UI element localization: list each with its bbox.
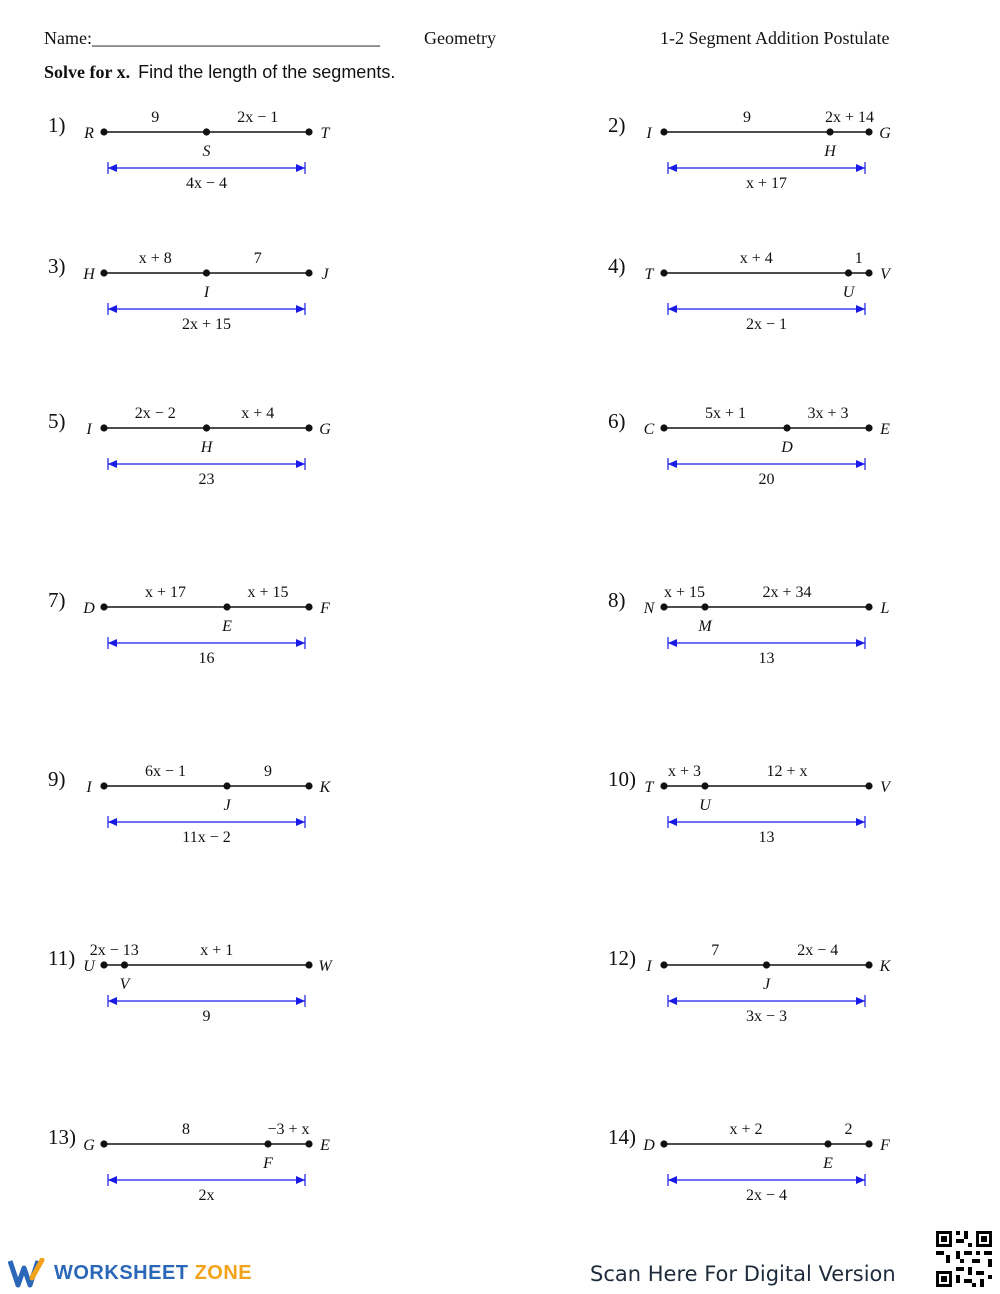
midpoint-label: E — [222, 618, 232, 635]
point-dot-2 — [824, 1140, 831, 1147]
segment-1-length: 8 — [182, 1121, 190, 1138]
problem-8 — [604, 583, 1000, 683]
problem-4 — [604, 249, 1000, 349]
instructions — [44, 62, 395, 83]
endpoint-label-start: T — [644, 779, 654, 796]
point-dot-2 — [701, 782, 708, 789]
segment-1-length: 5x + 1 — [704, 405, 747, 422]
segment-2-length: 2x + 34 — [762, 584, 812, 601]
arrow-right-icon — [856, 460, 865, 468]
segment-2-length: 2x − 1 — [237, 109, 279, 126]
midpoint-label: S — [202, 143, 211, 160]
endpoint-label-end: V — [880, 266, 890, 283]
topic-title: 1-2 Segment Addition Postulate — [660, 28, 890, 48]
arrow-right-icon — [296, 1176, 305, 1184]
endpoint-label-start: T — [644, 266, 654, 283]
point-dot-1 — [100, 961, 107, 968]
point-dot-1 — [100, 603, 107, 610]
midpoint-label: E — [823, 1155, 833, 1172]
segment-diagram — [604, 583, 1000, 683]
total-length: 9 — [202, 1008, 211, 1025]
arrow-right-icon — [856, 997, 865, 1005]
total-length: 20 — [758, 471, 775, 488]
point-dot-3 — [865, 128, 872, 135]
segment-2-length: 3x + 3 — [807, 405, 849, 422]
endpoint-label-start: I — [86, 779, 92, 796]
point-dot-2 — [701, 603, 708, 610]
endpoint-label-end: F — [320, 600, 330, 617]
problem-number: 14) — [608, 1125, 636, 1149]
point-dot-1 — [660, 782, 667, 789]
segment-1-length: x + 17 — [144, 584, 187, 601]
problem-number: 5) — [48, 409, 66, 433]
endpoint-label-end: F — [880, 1137, 890, 1154]
arrow-right-icon — [856, 305, 865, 313]
endpoint-label-end: K — [319, 779, 331, 796]
point-dot-3 — [305, 1140, 312, 1147]
segment-2-length: 2x − 4 — [797, 942, 839, 959]
point-dot-3 — [865, 1140, 872, 1147]
endpoint-label-start: N — [643, 600, 655, 617]
segment-1-length: 9 — [743, 109, 752, 126]
segment-diagram — [604, 404, 1000, 504]
point-dot-3 — [865, 424, 872, 431]
problem-number: 13) — [48, 1125, 76, 1149]
arrow-right-icon — [856, 818, 865, 826]
total-length: 13 — [758, 650, 775, 667]
segment-1-length: 2x − 2 — [134, 405, 176, 422]
problem-1 — [44, 108, 464, 208]
segment-diagram — [44, 1120, 464, 1220]
subject-label: Geometry — [424, 28, 496, 48]
brand-word-2: ZONE — [194, 1261, 253, 1284]
problem-12 — [604, 941, 1000, 1041]
point-dot-1 — [100, 1140, 107, 1147]
point-dot-1 — [660, 424, 667, 431]
midpoint-label: D — [781, 439, 793, 456]
point-dot-1 — [660, 961, 667, 968]
segment-diagram — [604, 762, 1000, 862]
endpoint-label-end: T — [320, 125, 330, 142]
endpoint-label-end: J — [321, 266, 329, 283]
arrow-left-icon — [108, 639, 117, 647]
point-dot-2 — [783, 424, 790, 431]
segment-1-length: x + 2 — [729, 1121, 763, 1138]
problem-2 — [604, 108, 1000, 208]
segment-2-length: 12 + x — [766, 763, 808, 780]
segment-1-length: 9 — [151, 109, 160, 126]
segment-2-length: x + 15 — [247, 584, 289, 601]
segment-2-length: x + 4 — [241, 405, 275, 422]
point-dot-3 — [865, 269, 872, 276]
scan-text: Scan Here For Digital Version — [590, 1262, 896, 1286]
segment-2-length: 2x + 14 — [825, 109, 875, 126]
point-dot-2 — [763, 961, 770, 968]
arrow-left-icon — [668, 818, 677, 826]
arrow-left-icon — [108, 1176, 117, 1184]
point-dot-3 — [305, 424, 312, 431]
total-length: x + 17 — [745, 175, 788, 192]
brand-logo-icon — [8, 1258, 46, 1288]
point-dot-2 — [845, 269, 852, 276]
midpoint-label: I — [203, 284, 210, 301]
arrow-left-icon — [668, 997, 677, 1005]
arrow-right-icon — [296, 639, 305, 647]
endpoint-label-end: E — [320, 1137, 330, 1154]
worksheet-zone-logo — [8, 1258, 252, 1288]
total-length: 3x − 3 — [745, 1008, 788, 1025]
arrow-right-icon — [296, 818, 305, 826]
segment-diagram — [44, 249, 464, 349]
endpoint-label-start: C — [643, 421, 655, 438]
segment-2-length: x + 1 — [200, 942, 234, 959]
total-length: 4x − 4 — [185, 175, 228, 192]
arrow-left-icon — [108, 997, 117, 1005]
midpoint-label: M — [698, 618, 712, 635]
problem-number: 12) — [608, 946, 636, 970]
arrow-right-icon — [856, 639, 865, 647]
segment-1-length: x + 4 — [739, 250, 773, 267]
problem-number: 8) — [608, 588, 626, 612]
segment-2-length: 2 — [844, 1121, 853, 1138]
midpoint-label: U — [842, 284, 855, 301]
total-length: 2x − 1 — [745, 316, 788, 333]
point-dot-2 — [203, 128, 210, 135]
name-field[interactable]: Name:________________________________ — [44, 28, 380, 48]
arrow-left-icon — [668, 164, 677, 172]
segment-diagram — [44, 404, 464, 504]
total-length: 11x − 2 — [182, 829, 231, 846]
total-length: 2x — [198, 1187, 215, 1204]
segment-2-length: 7 — [253, 250, 262, 267]
midpoint-label: H — [200, 439, 213, 456]
segment-diagram — [604, 249, 1000, 349]
problem-number: 10) — [608, 767, 636, 791]
segment-2-length: 1 — [854, 250, 863, 267]
point-dot-2 — [203, 269, 210, 276]
point-dot-2 — [121, 961, 128, 968]
midpoint-label: J — [762, 976, 771, 993]
endpoint-label-start: D — [643, 1137, 655, 1154]
segment-1-length: x + 15 — [663, 584, 706, 601]
endpoint-label-end: L — [880, 600, 890, 617]
instruction-bold: Solve for x. — [44, 62, 131, 82]
brand-word-1: WORKSHEET — [54, 1261, 189, 1284]
segment-1-length: x + 8 — [138, 250, 172, 267]
problem-number: 4) — [608, 254, 626, 278]
point-dot-3 — [865, 782, 872, 789]
segment-diagram — [44, 108, 464, 208]
endpoint-label-end: V — [880, 779, 890, 796]
endpoint-label-start: G — [83, 1137, 95, 1154]
total-length: 2x + 15 — [181, 316, 232, 333]
problem-13 — [44, 1120, 464, 1220]
segment-1-length: 2x − 13 — [89, 942, 139, 959]
point-dot-2 — [223, 782, 230, 789]
problem-number: 2) — [608, 113, 626, 137]
problem-11 — [44, 941, 464, 1041]
segment-1-length: 6x − 1 — [144, 763, 187, 780]
point-dot-1 — [660, 128, 667, 135]
total-length: 13 — [758, 829, 775, 846]
midpoint-label: H — [824, 143, 836, 160]
endpoint-label-end: G — [319, 421, 331, 438]
qr-code-icon[interactable] — [932, 1227, 996, 1291]
endpoint-label-start: H — [83, 266, 95, 283]
instruction-text: Find the length of the segments. — [138, 62, 396, 82]
segment-diagram — [604, 1120, 1000, 1220]
problem-number: 11) — [48, 946, 76, 970]
endpoint-label-end: W — [318, 958, 332, 975]
arrow-left-icon — [668, 639, 677, 647]
point-dot-3 — [305, 269, 312, 276]
total-length: 23 — [198, 471, 215, 488]
endpoint-label-start: D — [83, 600, 95, 617]
midpoint-label: U — [699, 797, 711, 814]
arrow-right-icon — [856, 164, 865, 172]
segment-diagram — [604, 108, 1000, 208]
problem-3 — [44, 249, 464, 349]
point-dot-1 — [660, 603, 667, 610]
point-dot-3 — [305, 782, 312, 789]
problem-6 — [604, 404, 1000, 504]
segment-diagram — [44, 762, 464, 862]
point-dot-1 — [660, 269, 667, 276]
endpoint-label-start: R — [84, 125, 94, 142]
arrow-right-icon — [856, 1176, 865, 1184]
point-dot-3 — [865, 603, 872, 610]
point-dot-2 — [203, 424, 210, 431]
arrow-left-icon — [108, 460, 117, 468]
arrow-left-icon — [108, 164, 117, 172]
arrow-right-icon — [296, 305, 305, 313]
point-dot-3 — [865, 961, 872, 968]
arrow-left-icon — [108, 818, 117, 826]
point-dot-1 — [100, 128, 107, 135]
endpoint-label-end: G — [879, 125, 891, 142]
segment-1-length: 7 — [711, 942, 720, 959]
midpoint-label: V — [119, 976, 130, 993]
problem-14 — [604, 1120, 1000, 1220]
problem-number: 3) — [48, 254, 66, 278]
midpoint-label: F — [263, 1155, 273, 1172]
endpoint-label-end: E — [880, 421, 890, 438]
endpoint-label-start: I — [646, 125, 652, 142]
point-dot-1 — [660, 1140, 667, 1147]
arrow-right-icon — [296, 164, 305, 172]
endpoint-label-start: I — [86, 421, 92, 438]
arrow-left-icon — [108, 305, 117, 313]
point-dot-3 — [305, 961, 312, 968]
problem-10 — [604, 762, 1000, 862]
endpoint-label-start: I — [646, 958, 652, 975]
segment-diagram — [604, 941, 1000, 1041]
point-dot-3 — [305, 128, 312, 135]
segment-diagram — [44, 941, 464, 1041]
total-length: 16 — [198, 650, 215, 667]
problem-9 — [44, 762, 464, 862]
point-dot-1 — [100, 269, 107, 276]
problem-number: 1) — [48, 113, 66, 137]
arrow-left-icon — [668, 1176, 677, 1184]
problem-number: 6) — [608, 409, 626, 433]
problem-number: 7) — [48, 588, 66, 612]
point-dot-3 — [305, 603, 312, 610]
arrow-left-icon — [668, 305, 677, 313]
point-dot-2 — [826, 128, 833, 135]
midpoint-label: J — [223, 797, 231, 814]
problem-number: 9) — [48, 767, 66, 791]
problem-7 — [44, 583, 464, 683]
segment-diagram — [44, 583, 464, 683]
problem-5 — [44, 404, 464, 504]
point-dot-2 — [223, 603, 230, 610]
segment-2-length: 9 — [264, 763, 272, 780]
point-dot-1 — [100, 424, 107, 431]
point-dot-2 — [264, 1140, 271, 1147]
endpoint-label-end: K — [879, 958, 891, 975]
endpoint-label-start: U — [83, 958, 95, 975]
point-dot-1 — [100, 782, 107, 789]
segment-2-length: −3 + x — [267, 1121, 310, 1138]
arrow-left-icon — [668, 460, 677, 468]
total-length: 2x − 4 — [745, 1187, 788, 1204]
arrow-right-icon — [296, 997, 305, 1005]
arrow-right-icon — [296, 460, 305, 468]
segment-1-length: x + 3 — [667, 763, 702, 780]
